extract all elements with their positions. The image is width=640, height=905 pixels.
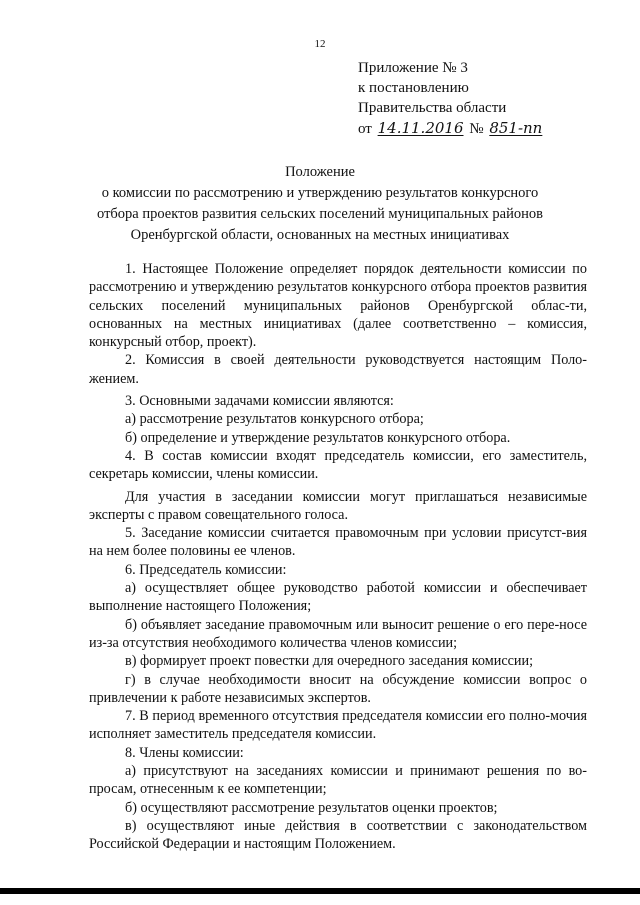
- paragraph: б) определение и утверждение результатов конкурсного отбора.: [125, 429, 511, 446]
- paragraph: Для участия в заседании комиссии могут приглашаться независимые эксперты с правом совещательного голоса.: [89, 488, 587, 523]
- annex-header: [358, 58, 544, 139]
- paragraph: в) осуществляют иные действия в соответствии с законодательством Российской Федерации и настоящим Положением.: [89, 817, 587, 853]
- handwritten-date: 14.11.2016: [377, 119, 464, 137]
- document-body: [89, 260, 587, 854]
- paragraph: 5. Заседание комиссии считается правомочным при условии присутст-вия на нем более половины ее членов.: [89, 525, 587, 560]
- paragraph: а) осуществляет общее руководство работой комиссии и обеспечивает выполнение настоящего Положения;: [89, 580, 587, 615]
- title-line-2: о комиссии по рассмотрению и утверждению результатов конкурсного: [101, 185, 539, 201]
- paragraph: в) формирует проект повестки для очередного заседания комиссии;: [125, 653, 534, 670]
- paragraph: б) осуществляют рассмотрение результатов оценки проектов;: [125, 799, 498, 816]
- paragraph: г) в случае необходимости вносит на обсуждение комиссии вопрос о привлечении к работе независимых экспертов.: [89, 671, 587, 706]
- number-prefix: №: [469, 121, 484, 137]
- paragraph: 3. Основными задачами комиссии являются:: [125, 393, 394, 410]
- annex-date-line: [358, 118, 544, 139]
- title-line-1: Положение: [285, 164, 355, 180]
- annex-line-1: Приложение № 3: [358, 60, 468, 76]
- page-number: 12: [314, 38, 326, 50]
- title-line-4: Оренбургской области, основанных на местных инициативах: [130, 227, 510, 243]
- annex-line-3: Правительства области: [358, 100, 507, 116]
- paragraph: 8. Члены комиссии:: [125, 744, 244, 761]
- paragraph: а) присутствуют на заседаниях комиссии и принимают решения по во-просам, отнесенным к ее компетенции;: [89, 763, 587, 798]
- paragraph: 6. Председатель комиссии:: [125, 561, 287, 578]
- date-prefix: от: [358, 121, 372, 137]
- paragraph: а) рассмотрение результатов конкурсного отбора;: [125, 411, 424, 428]
- handwritten-number: 851-пп: [489, 119, 543, 137]
- paragraph: 4. В состав комиссии входят председатель комиссии, его заместитель, секретарь комиссии, члены комиссии.: [89, 447, 587, 483]
- scan-bottom-edge: [0, 888, 640, 894]
- paragraph: 1. Настоящее Положение определяет порядок деятельности комиссии по рассмотрению и утверждению результатов конкурсного отбора проектов развития сельских поселений муниципальных районов Оренбургской облас-ти, основанных на местных инициативах (далее соответственно – комиссия, конкурсный отбор, проект).: [89, 261, 587, 351]
- paragraph: 7. В период временного отсутствия председателя комиссии его полно-мочия исполняет заместитель председателя комиссии.: [89, 708, 587, 743]
- paragraph: 2. Комиссия в своей деятельности руководствуется настоящим Поло-жением.: [89, 352, 587, 387]
- document-title: [60, 162, 580, 246]
- title-line-3: отбора проектов развития сельских поселений муниципальных районов: [97, 206, 543, 222]
- paragraph: б) объявляет заседание правомочным или выносит решение о его пере-носе из-за отсутствия необходимого количества членов комиссии;: [89, 616, 587, 651]
- annex-line-2: к постановлению: [358, 80, 469, 96]
